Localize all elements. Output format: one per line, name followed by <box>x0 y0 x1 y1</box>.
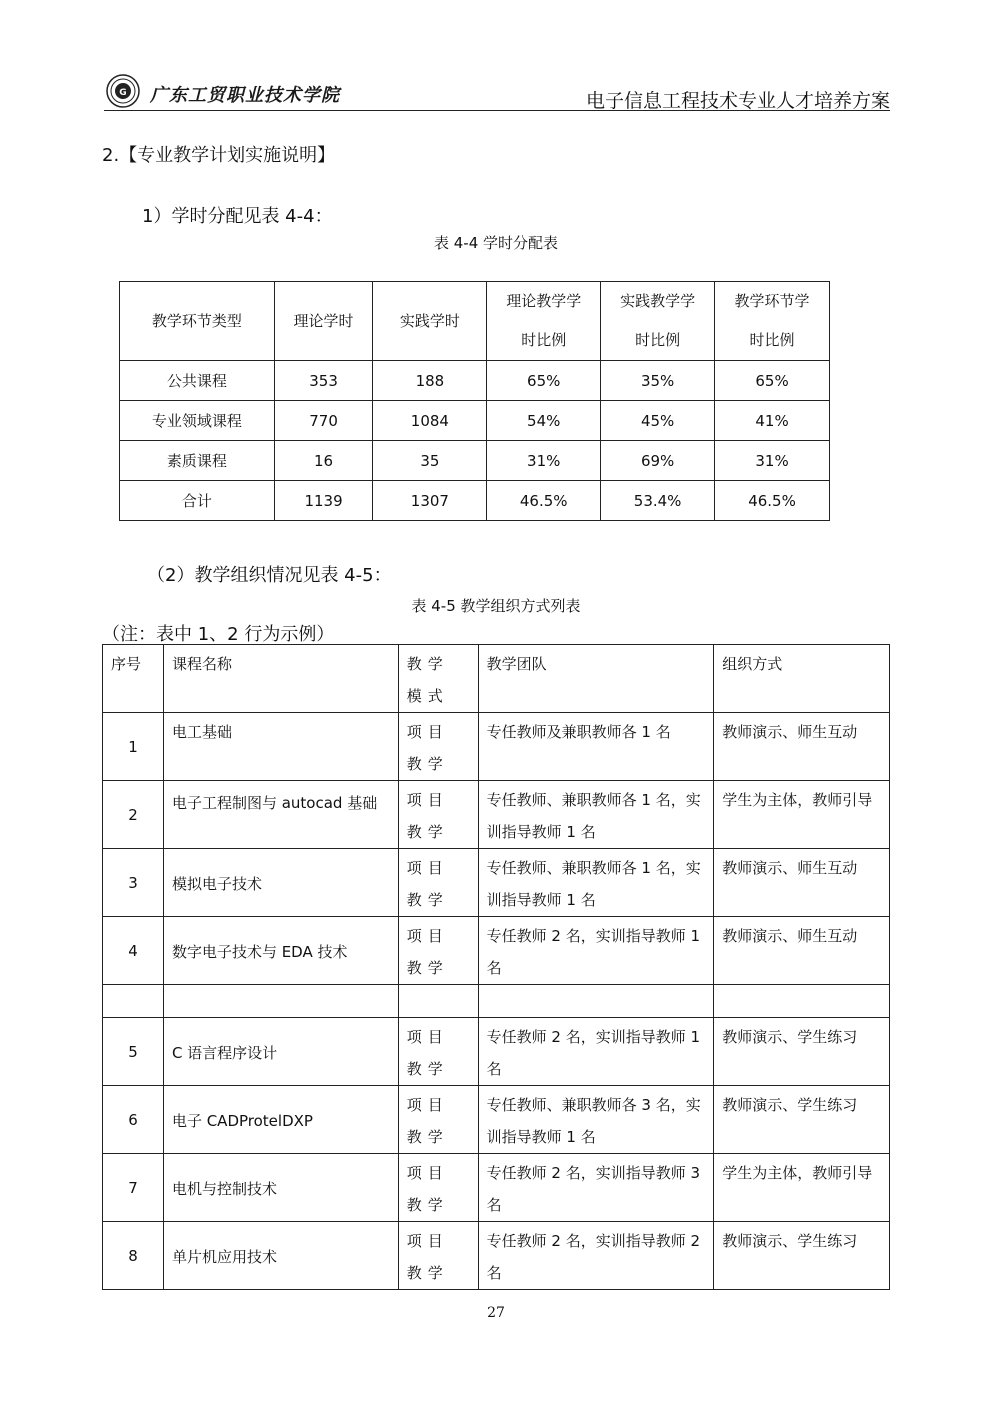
table-cell: 模拟电子技术 <box>163 849 398 917</box>
table-cell: 专任教师 2 名，实训指导教师 2 名 <box>478 1222 714 1290</box>
table-cell: 数字电子技术与 EDA 技术 <box>163 917 398 985</box>
table-cell: 188 <box>373 361 487 401</box>
table-cell: 770 <box>274 401 373 441</box>
school-name: 广东工贸职业技术学院 <box>150 85 340 106</box>
table-cell: 16 <box>274 441 373 481</box>
table-cell <box>163 985 398 1018</box>
table-row <box>120 401 830 441</box>
table-cell: 1 <box>103 713 164 781</box>
table-header-row <box>120 282 830 361</box>
table-cell: 65% <box>715 361 830 401</box>
table-cell: 5 <box>103 1018 164 1086</box>
header-cell: 教学团队 <box>478 645 714 713</box>
table-cell: 专任教师、兼职教师各 3 名，实训指导教师 1 名 <box>478 1086 714 1154</box>
table-cell: 项目教学 <box>398 1018 478 1086</box>
table-cell: 教师演示、学生练习 <box>714 1086 890 1154</box>
table-cell: 35% <box>601 361 715 401</box>
table-cell: 项目教学 <box>398 1154 478 1222</box>
table-cell: 项目教学 <box>398 917 478 985</box>
table-cell: 31% <box>487 441 601 481</box>
table-cell: 教师演示、师生互动 <box>714 713 890 781</box>
table-cell: 专任教师 2 名，实训指导教师 3 名 <box>478 1154 714 1222</box>
table-cell: 素质课程 <box>120 441 275 481</box>
table-cell: 46.5% <box>487 481 601 521</box>
svg-text:G: G <box>119 88 127 98</box>
table-cell: 项目教学 <box>398 1086 478 1154</box>
header-cell: 组织方式 <box>714 645 890 713</box>
table-cell: 学生为主体，教师引导 <box>714 1154 890 1222</box>
teaching-organization-table <box>102 644 890 1290</box>
table-cell: C 语言程序设计 <box>163 1018 398 1086</box>
header-cell: 教学环节类型 <box>120 282 275 361</box>
table-cell: 电机与控制技术 <box>163 1154 398 1222</box>
table-row <box>120 441 830 481</box>
school-logo-icon <box>106 74 140 108</box>
table-4-5-caption: 表 4-5 教学组织方式列表 <box>411 597 581 615</box>
table-row <box>103 1154 890 1222</box>
table-cell <box>478 985 714 1018</box>
table-cell <box>103 985 164 1018</box>
table-cell: 项目教学 <box>398 713 478 781</box>
table-cell: 1139 <box>274 481 373 521</box>
header-cell: 课程名称 <box>163 645 398 713</box>
header-cell: 教学模式 <box>398 645 478 713</box>
table-cell <box>398 985 478 1018</box>
subsection-heading-2: （2）教学组织情况见表 4-5： <box>147 565 392 586</box>
section-heading: 2.【专业教学计划实施说明】 <box>102 145 336 166</box>
table-cell <box>714 985 890 1018</box>
table-cell: 单片机应用技术 <box>163 1222 398 1290</box>
table-cell: 专业领域课程 <box>120 401 275 441</box>
header-cell: 教学环节学时比例 <box>715 282 830 361</box>
table-row <box>103 1018 890 1086</box>
table-4-4-caption: 表 4-4 学时分配表 <box>433 234 559 252</box>
table-row-empty <box>103 985 890 1018</box>
table-row <box>120 481 830 521</box>
table-cell: 41% <box>715 401 830 441</box>
table-cell: 专任教师、兼职教师各 1 名，实训指导教师 1 名 <box>478 781 714 849</box>
hours-allocation-table <box>119 281 830 521</box>
table-cell: 46.5% <box>715 481 830 521</box>
table-cell: 45% <box>601 401 715 441</box>
table-cell: 教师演示、学生练习 <box>714 1222 890 1290</box>
table-cell: 353 <box>274 361 373 401</box>
table-cell: 6 <box>103 1086 164 1154</box>
page-header <box>104 70 890 111</box>
table-cell: 1307 <box>373 481 487 521</box>
table-header-row <box>103 645 890 713</box>
table-cell: 公共课程 <box>120 361 275 401</box>
table-row <box>103 1086 890 1154</box>
header-cell: 理论教学学时比例 <box>487 282 601 361</box>
subsection-heading-1: 1）学时分配见表 4-4： <box>142 206 333 227</box>
table-cell: 69% <box>601 441 715 481</box>
table-cell: 电子 CADProtelDXP <box>163 1086 398 1154</box>
header-cell: 理论学时 <box>274 282 373 361</box>
table-cell: 65% <box>487 361 601 401</box>
table-cell: 专任教师及兼职教师各 1 名 <box>478 713 714 781</box>
table-row <box>103 1222 890 1290</box>
header-cell: 序号 <box>103 645 164 713</box>
table-cell: 教师演示、师生互动 <box>714 849 890 917</box>
table-cell: 53.4% <box>601 481 715 521</box>
table-cell: 54% <box>487 401 601 441</box>
document-title: 电子信息工程技术专业人才培养方案 <box>585 90 890 112</box>
table-cell: 专任教师 2 名，实训指导教师 1 名 <box>478 917 714 985</box>
table-cell: 4 <box>103 917 164 985</box>
header-cell: 实践教学学时比例 <box>601 282 715 361</box>
table-cell: 学生为主体，教师引导 <box>714 781 890 849</box>
table-cell: 项目教学 <box>398 1222 478 1290</box>
table-row <box>103 917 890 985</box>
table-cell: 1084 <box>373 401 487 441</box>
table-note: （注：表中 1、2 行为示例） <box>102 624 335 645</box>
table-cell: 3 <box>103 849 164 917</box>
table-cell: 35 <box>373 441 487 481</box>
page-number: 27 <box>487 1305 505 1321</box>
table-cell: 31% <box>715 441 830 481</box>
table-cell: 项目教学 <box>398 781 478 849</box>
table-row <box>120 361 830 401</box>
table-cell: 教师演示、学生练习 <box>714 1018 890 1086</box>
table-row <box>103 849 890 917</box>
table-row <box>103 713 890 781</box>
table-cell: 8 <box>103 1222 164 1290</box>
table-cell: 电工基础 <box>163 713 398 781</box>
table-cell: 项目教学 <box>398 849 478 917</box>
table-cell: 7 <box>103 1154 164 1222</box>
table-cell: 教师演示、师生互动 <box>714 917 890 985</box>
table-cell: 专任教师、兼职教师各 1 名，实训指导教师 1 名 <box>478 849 714 917</box>
table-cell: 2 <box>103 781 164 849</box>
header-cell: 实践学时 <box>373 282 487 361</box>
table-cell: 专任教师 2 名，实训指导教师 1 名 <box>478 1018 714 1086</box>
table-row <box>103 781 890 849</box>
table-cell: 合计 <box>120 481 275 521</box>
table-cell: 电子工程制图与 autocad 基础 <box>163 781 398 849</box>
